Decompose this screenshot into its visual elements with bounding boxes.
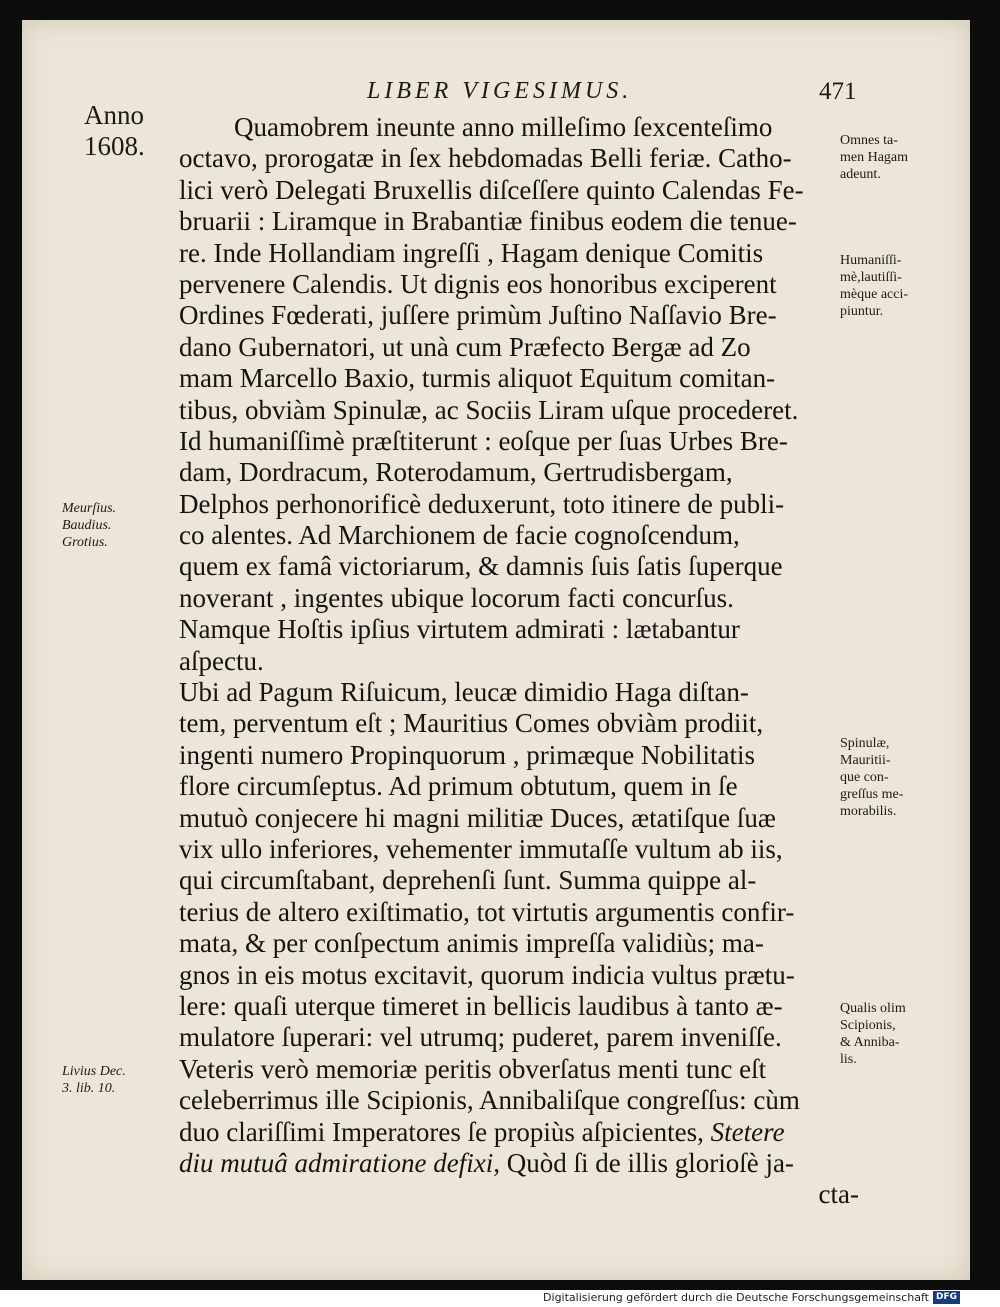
margin-note-line: men Hagam [840, 150, 909, 165]
text-line: Quamobrem ineunte anno milleſimo ſexcenteſimo [234, 112, 773, 142]
text-line: terius de altero exiſtimatio, tot virtutis argumentis confir- [179, 896, 795, 927]
text-line: dano Gubernatori, ut unà cum Præfecto Bergæ ad Zo [179, 331, 751, 362]
text-line: aſpectu. [179, 645, 264, 676]
text-line: pervenere Calendis. Ut dignis eos honoribus exciperent [179, 268, 777, 299]
margin-source: 3. lib. 10. [62, 1081, 116, 1096]
margin-sources-1 [62, 500, 116, 551]
text-line: qui circumſtabant, deprehenſi ſunt. Summa quippe al- [179, 865, 757, 896]
text-line: co alentes. Ad Marchionem de facie cognoſcendum, [179, 520, 740, 551]
text-line: bruarii : Liramque in Brabantiæ finibus eodem die tenue- [179, 206, 797, 237]
margin-sources-2 [62, 1063, 126, 1097]
margin-source: Baudius. [62, 518, 112, 533]
margin-note-line: que con- [840, 770, 889, 785]
margin-source: Meurſius. [62, 501, 117, 516]
italic-quote: diu mutuâ admiratione defixi, [179, 1147, 500, 1178]
margin-note-line: mèque acci- [840, 287, 909, 302]
margin-note-line: & Anniba- [840, 1035, 900, 1050]
credit-text: Digitalisierung gefördert durch die Deutsche Forschungsgemeinschaft [543, 1291, 929, 1304]
book-page [22, 20, 970, 1280]
text-segment: Quòd ſi de illis glorioſè ja- [506, 1147, 794, 1178]
margin-note-line: lis. [840, 1052, 857, 1067]
page-number: 471 [819, 78, 857, 105]
text-line: mata, & per conſpectum animis impreſſa validiùs; ma- [179, 928, 764, 959]
margin-note-line: Omnes ta- [840, 133, 898, 148]
text-line: ingenti numero Propinquorum , primæque Nobilitatis [179, 739, 755, 770]
margin-note-line: adeunt. [840, 167, 881, 182]
text-line [179, 1117, 859, 1148]
catchword: cta- [818, 1179, 859, 1210]
margin-note-line: mè,lautiſſi- [840, 270, 902, 285]
margin-note-line: Mauritii- [840, 753, 891, 768]
margin-source: Grotius. [62, 535, 108, 550]
text-line: lici verò Delegati Bruxellis diſceſſere quinto Calendas Fe- [179, 174, 804, 205]
text-line: celeberrimus ille Scipionis, Annibaliſque congreſſus: cùm [179, 1085, 800, 1116]
year-label-anno: Anno [84, 100, 144, 130]
text-line: mutuò conjecere hi magni militiæ Duces, ætatiſque ſuæ [179, 802, 776, 833]
text-line: vix ullo inferiores, vehementer immutaſſe vultum ab iis, [179, 833, 783, 864]
text-line: mam Marcello Baxio, turmis aliquot Equitum comitan- [179, 363, 776, 394]
italic-quote: Stetere [710, 1116, 785, 1147]
text-line: Namque Hoſtis ipſius virtutem admirati : lætabantur [179, 614, 740, 645]
margin-note-line: Scipionis, [840, 1018, 896, 1033]
text-line: Ubi ad Pagum Riſuicum, leucæ dimidio Haga diſtan- [179, 677, 749, 708]
text-line: Veteris verò memoriæ peritis obverſatus menti tunc eſt [179, 1053, 767, 1084]
text-line: flore circumſeptus. Ad primum obtutum, quem in ſe [179, 771, 738, 802]
text-line: noverant , ingentes ubique locorum facti concurſus. [179, 582, 734, 613]
text-line: gnos in eis motus excitavit, quorum indicia vultus prætu- [179, 959, 795, 990]
running-head: LIBER VIGESIMUS. [367, 78, 633, 104]
margin-source: Livius Dec. [62, 1064, 126, 1079]
body-text [179, 112, 859, 1211]
text-line: octavo, prorogatæ in ſex hebdomadas Belli feriæ. Catho- [179, 143, 792, 174]
text-line: tem, perventum eſt ; Mauritius Comes obviàm prodiit, [179, 708, 764, 739]
text-line: lere: quaſi uterque timeret in bellicis laudibus à tanto æ- [179, 990, 783, 1021]
text-line: quem ex famâ victoriarum, & damnis ſuis ſatis ſuperque [179, 551, 783, 582]
text-line: dam, Dordracum, Roterodamum, Gertrudisbergam, [179, 457, 733, 488]
margin-note-line: morabilis. [840, 804, 897, 819]
text-segment: duo clariſſimi Imperatores ſe propiùs aſpicientes, [179, 1116, 704, 1147]
year-label-number: 1608. [84, 131, 145, 161]
text-line: Delphos perhonorificè deduxerunt, toto itinere de publi- [179, 488, 785, 519]
text-line: tibus, obviàm Spinulæ, ac Sociis Liram uſque procederet. [179, 394, 799, 425]
margin-note-line: Qualis olim [840, 1001, 906, 1016]
margin-note-line: Humaniſſi- [840, 253, 902, 268]
margin-note-line: Spinulæ, [840, 736, 890, 751]
text-line [179, 1148, 859, 1179]
dfg-logo-icon: DFG [933, 1291, 960, 1304]
text-line: mulatore ſuperari: vel utrumq; puderet, parem inveniſſe. [179, 1022, 782, 1053]
text-line: Id humaniſſimè præſtiterunt : eoſque per ſuas Urbes Bre- [179, 425, 788, 456]
text-line: re. Inde Hollandiam ingreſſi , Hagam denique Comitis [179, 237, 764, 268]
margin-note-line: greſſus me- [840, 787, 904, 802]
digitization-credit [543, 1291, 960, 1304]
text-line: Ordines Fœderati, juſſere primùm Juſtino Naſſavio Bre- [179, 300, 777, 331]
margin-note-line: piuntur. [840, 304, 884, 319]
